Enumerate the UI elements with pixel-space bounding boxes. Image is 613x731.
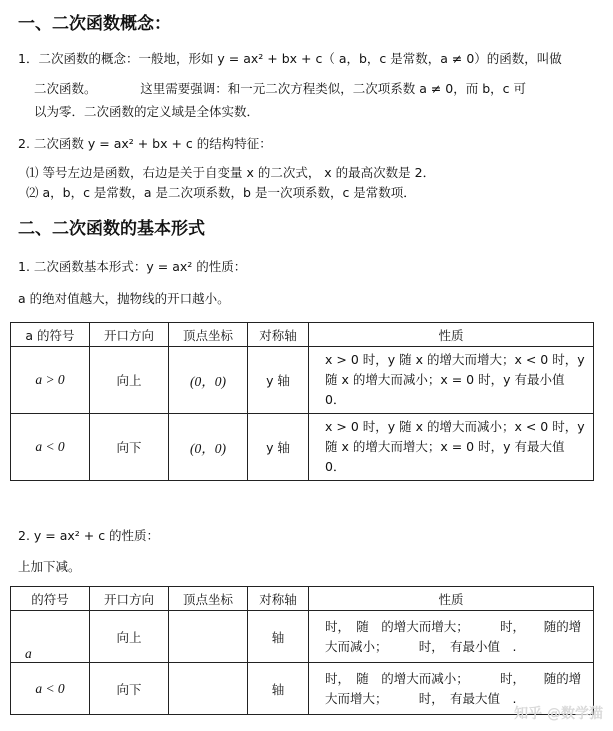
vertical-shift-note: 上加下减。 [18, 559, 81, 574]
structure-heading: 2. 二次函数 y = ax² + bx + c 的结构特征： [18, 136, 272, 151]
structure-item-2: ⑵ a，b，c 是常数，a 是二次项系数，b 是一次项系数，c 是常数项． [26, 185, 416, 200]
axis-cell: y 轴 [248, 347, 309, 414]
basic-form-note: a 的绝对值越大，抛物线的开口越小。 [18, 291, 230, 306]
basic-form-heading: 1. 二次函数基本形式：y = ax² 的性质： [18, 259, 247, 274]
sign-cell: a < 0 [11, 414, 90, 481]
header-axis: 对称轴 [248, 323, 309, 347]
direction-cell: 向上 [90, 347, 169, 414]
sign-cell: a [11, 611, 90, 663]
properties-table-1 [10, 322, 594, 481]
header-vertex: 顶点坐标 [169, 587, 248, 611]
property-cell: x > 0 时，y 随 x 的增大而增大；x < 0 时，y 随 x 的增大而减小；x = 0 时，y 有最小值 0． [309, 347, 594, 414]
table-row [11, 611, 594, 663]
header-property: 性质 [309, 587, 594, 611]
table-row [11, 347, 594, 414]
header-property: 性质 [309, 323, 594, 347]
axis-cell: 轴 [248, 663, 309, 715]
watermark: 知乎 @数学猫 [514, 706, 603, 722]
concept-line-1: 1．二次函数的概念：一般地，形如 y = ax² + bx + c（ a，b，c 是常数，a ≠ 0）的函数，叫做 [18, 51, 562, 66]
vertical-shift-heading: 2. y = ax² + c 的性质： [18, 528, 160, 543]
header-sign: 的符号 [11, 587, 90, 611]
section-2-title: 二、二次函数的基本形式 [18, 219, 205, 239]
vertex-cell [169, 663, 248, 715]
property-cell: x > 0 时，y 随 x 的增大而减小；x < 0 时，y 随 x 的增大而增大；x = 0 时，y 有最大值 0． [309, 414, 594, 481]
vertex-cell: (0，0) [169, 347, 248, 414]
section-1-title: 一、二次函数概念： [18, 14, 171, 34]
vertex-cell [169, 611, 248, 663]
header-axis: 对称轴 [248, 587, 309, 611]
header-sign: a 的符号 [11, 323, 90, 347]
header-direction: 开口方向 [90, 587, 169, 611]
header-vertex: 顶点坐标 [169, 323, 248, 347]
sign-cell: a > 0 [11, 347, 90, 414]
property-cell: 时， 随 的增大而减小； 时， 随的增大而增大； 时， 有最大值 . [309, 663, 594, 715]
concept-line-2: 二次函数。 这里需要强调：和一元二次方程类似，二次项系数 a ≠ 0，而 b，c 可 [34, 81, 527, 96]
sign-cell: a < 0 [11, 663, 90, 715]
vertex-cell: (0，0) [169, 414, 248, 481]
direction-cell: 向上 [90, 611, 169, 663]
concept-line-3: 以为零．二次函数的定义域是全体实数． [34, 104, 260, 119]
axis-cell: 轴 [248, 611, 309, 663]
structure-item-1: ⑴ 等号左边是函数，右边是关于自变量 x 的二次式， x 的最高次数是 2． [26, 165, 436, 180]
direction-cell: 向下 [90, 663, 169, 715]
axis-cell: y 轴 [248, 414, 309, 481]
table-row [11, 663, 594, 715]
properties-table-2 [10, 586, 594, 715]
table-row [11, 414, 594, 481]
property-cell: 时， 随 的增大而增大； 时， 随的增大而减小； 时， 有最小值 . [309, 611, 594, 663]
header-direction: 开口方向 [90, 323, 169, 347]
direction-cell: 向下 [90, 414, 169, 481]
